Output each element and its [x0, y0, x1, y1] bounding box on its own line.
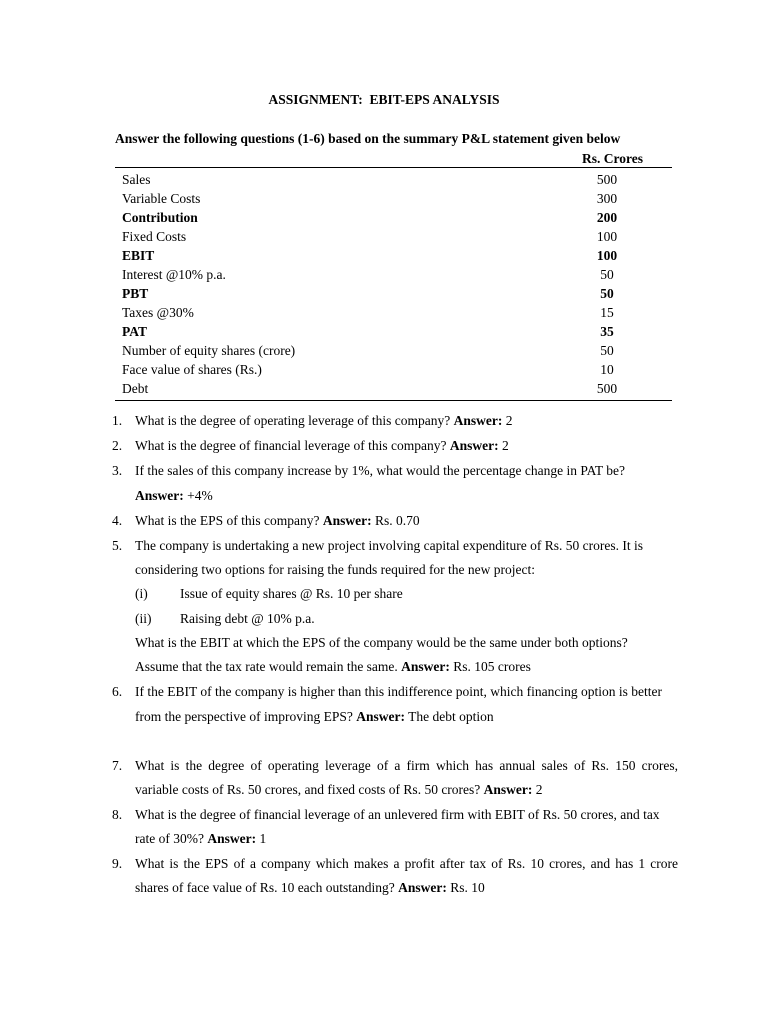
row-value: 35 — [600, 324, 614, 339]
row-value: 300 — [596, 191, 618, 206]
answer-value: The debt option — [404, 709, 494, 724]
option-1-text: Issue of equity shares @ Rs. 10 per share — [180, 586, 403, 601]
question-text-line-4: Assume that the tax rate would remain the same. — [135, 659, 402, 674]
question-text-line-2: shares of face value of Rs. 10 each outstanding? — [135, 880, 399, 895]
question-number: 5. — [112, 538, 123, 553]
row-value: 15 — [600, 305, 614, 320]
table-bottom-rule — [115, 400, 672, 401]
row-value: 100 — [596, 248, 618, 263]
row-label: Variable Costs — [122, 191, 201, 206]
answer-value: Rs. 105 crores — [449, 659, 531, 674]
table-row — [115, 322, 672, 341]
question-text-line-2: from the perspective of improving EPS? — [135, 709, 357, 724]
answer-value: 2 — [502, 413, 513, 428]
question-text-line-2: rate of 30%? — [135, 831, 208, 846]
answer-value: 2 — [498, 438, 509, 453]
question-number: 2. — [112, 438, 123, 453]
question-line — [135, 413, 513, 429]
table-row — [115, 303, 672, 322]
answer-label: Answer: — [398, 880, 447, 895]
answer-value: Rs. 10 — [446, 880, 485, 895]
row-label: Debt — [122, 381, 149, 396]
answer-label: Answer: — [322, 513, 372, 528]
row-value: 10 — [600, 362, 614, 377]
answer-label: Answer: — [483, 782, 533, 797]
question-text-line-1: If the EBIT of the company is higher than this indifference point, which financing option is better — [135, 684, 662, 699]
question-text-line-2: variable costs of Rs. 50 crores, and fixed costs of Rs. 50 crores? — [135, 782, 484, 797]
row-label: Face value of shares (Rs.) — [122, 362, 262, 377]
question-line — [135, 709, 494, 725]
table-row — [115, 189, 672, 208]
answer-label: Answer: — [401, 659, 450, 674]
question-line — [135, 513, 420, 529]
row-label: Interest @10% p.a. — [122, 267, 226, 282]
question-text: What is the EPS of this company? — [135, 513, 323, 528]
question-number: 6. — [112, 684, 123, 699]
question-text-line-1: What is the EPS of a company which makes a profit after tax of Rs. 10 crores, and has 1 crore — [135, 856, 678, 871]
question-number: 1. — [112, 413, 123, 428]
row-label: PBT — [122, 286, 149, 301]
intro-text: Answer the following questions (1-6) based on the summary P&L statement given below — [115, 131, 621, 146]
row-value: 50 — [600, 343, 614, 358]
question-line — [135, 831, 266, 847]
table-row — [115, 379, 672, 398]
option-1-number: (i) — [135, 586, 148, 601]
row-label: EBIT — [122, 248, 155, 263]
question-line — [135, 488, 213, 504]
table-row — [115, 284, 672, 303]
table-row — [115, 265, 672, 284]
row-value: 500 — [596, 172, 618, 187]
table-row — [115, 341, 672, 360]
answer-label: Answer: — [356, 709, 405, 724]
question-line — [135, 782, 543, 798]
table-row — [115, 360, 672, 379]
row-label: Number of equity shares (crore) — [122, 343, 296, 358]
answer-value: +4% — [183, 488, 213, 503]
answer-label: Answer: — [453, 413, 503, 428]
row-value: 100 — [596, 229, 618, 244]
question-text-line-1: The company is undertaking a new project involving capital expenditure of Rs. 50 crores. It is — [135, 538, 643, 553]
question-number: 7. — [112, 758, 123, 773]
row-label: Sales — [122, 172, 151, 187]
answer-label: Answer: — [135, 488, 184, 503]
unit-header: Rs. Crores — [582, 151, 643, 166]
question-text: What is the degree of financial leverage of this company? — [135, 438, 450, 453]
question-text: What is the degree of operating leverage of this company? — [135, 413, 454, 428]
question-line — [135, 880, 485, 896]
page-title: ASSIGNMENT: EBIT-EPS ANALYSIS — [268, 92, 500, 107]
row-value: 500 — [596, 381, 618, 396]
row-label: Contribution — [122, 210, 198, 225]
question-number: 3. — [112, 463, 123, 478]
question-number: 4. — [112, 513, 123, 528]
answer-label: Answer: — [449, 438, 499, 453]
answer-label: Answer: — [207, 831, 257, 846]
pl-statement-table — [115, 150, 672, 401]
question-number: 9. — [112, 856, 123, 871]
row-value: 200 — [596, 210, 618, 225]
question-text-line-1: What is the degree of operating leverage of a firm which has annual sales of Rs. 150 crores, — [135, 758, 678, 773]
answer-value: 1 — [256, 831, 267, 846]
question-number: 8. — [112, 807, 123, 822]
question-text: If the sales of this company increase by 1%, what would the percentage change in PAT be? — [135, 463, 625, 478]
question-line — [135, 659, 531, 675]
table-row — [115, 227, 672, 246]
answer-value: Rs. 0.70 — [371, 513, 420, 528]
row-value: 50 — [600, 267, 614, 282]
table-body — [115, 168, 672, 398]
question-text-line-1: What is the degree of financial leverage of an unlevered firm with EBIT of Rs. 50 crores, and tax — [135, 807, 660, 822]
row-label: Taxes @30% — [122, 305, 194, 320]
table-row — [115, 246, 672, 265]
option-2-number: (ii) — [135, 611, 152, 626]
table-row — [115, 208, 672, 227]
question-text-line-3: What is the EBIT at which the EPS of the company would be the same under both options? — [135, 635, 628, 650]
question-line — [135, 438, 509, 454]
answer-value: 2 — [532, 782, 543, 797]
question-text-line-2: considering two options for raising the funds required for the new project: — [135, 562, 536, 577]
row-value: 50 — [600, 286, 614, 301]
option-2-text: Raising debt @ 10% p.a. — [180, 611, 315, 626]
row-label: Fixed Costs — [122, 229, 187, 244]
table-row — [115, 170, 672, 189]
row-label: PAT — [122, 324, 147, 339]
